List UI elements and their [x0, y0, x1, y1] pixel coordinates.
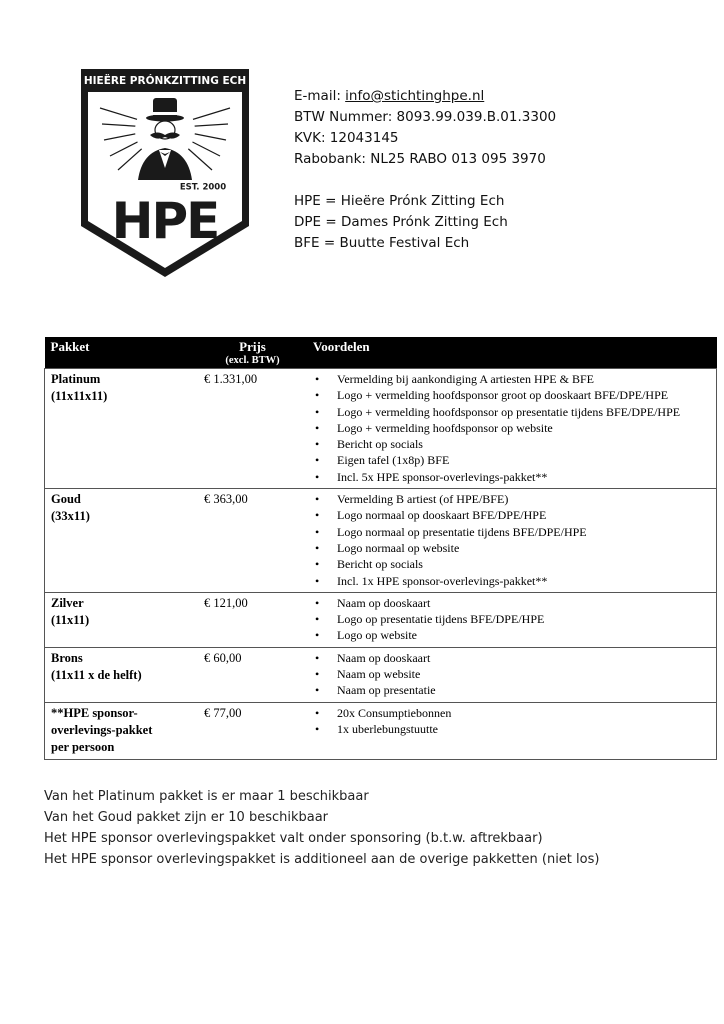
list-item: • Bericht op socials: [313, 436, 710, 452]
package-name: Goud: [51, 492, 81, 507]
package-benefits: [307, 702, 717, 759]
table-row: [45, 489, 717, 593]
list-item: • Vermelding bij aankondiging A artiesten HPE & BFE: [313, 371, 710, 387]
package-sub: (33x11): [51, 509, 90, 524]
list-item: • 1x uberlebungstuutte: [313, 721, 710, 737]
list-item: • Vermelding B artiest (of HPE/BFE): [313, 491, 710, 507]
table-row: [45, 647, 717, 702]
table-row: [45, 702, 717, 759]
package-name: Zilver: [51, 595, 84, 610]
logo-monogram: HPE: [111, 192, 219, 250]
header-benefits: Voordelen: [307, 337, 717, 369]
list-item: • 20x Consumptiebonnen: [313, 705, 710, 721]
btw-number: BTW Nummer: 8093.99.039.B.01.3300: [294, 109, 557, 125]
note-line: Van het Goud pakket zijn er 10 beschikbaar: [44, 810, 329, 825]
note-line: Het HPE sponsor overlevingspakket is additioneel aan de overige pakketten (niet los): [44, 852, 600, 867]
contact-block: [294, 86, 556, 254]
list-item: • Naam op website: [313, 666, 710, 682]
logo-est-text: EST. 2000: [179, 182, 227, 193]
package-benefits: [307, 592, 717, 647]
package-name: **HPE sponsor-: [51, 705, 138, 720]
note-line: Van het Platinum pakket is er maar 1 beschikbaar: [44, 789, 369, 804]
list-item: • Logo + vermelding hoofdsponsor groot op dooskaart BFE/DPE/HPE: [313, 387, 710, 403]
package-price: € 363,00: [198, 489, 307, 593]
header-price-label: Prijs: [239, 339, 266, 354]
list-item: • Logo normaal op website: [313, 540, 710, 556]
abbr-dpe: DPE = Dames Prónk Zitting Ech: [294, 214, 508, 230]
logo-banner-text: HIEËRE PRÓNKZITTING ECH: [83, 75, 247, 87]
package-price: € 60,00: [198, 647, 307, 702]
list-item: • Logo + vermelding hoofdsponsor op presentatie tijdens BFE/DPE/HPE: [313, 404, 710, 420]
header-price: [198, 337, 307, 369]
table-header-row: [45, 337, 717, 369]
package-benefits: [307, 369, 717, 489]
package-sub: (11x11): [51, 612, 90, 627]
list-item: • Naam op dooskaart: [313, 595, 710, 611]
package-name: Brons: [51, 650, 83, 665]
package-benefits: [307, 489, 717, 593]
package-name-cell: [45, 702, 199, 759]
note-line: Het HPE sponsor overlevingspakket valt onder sponsoring (b.t.w. aftrekbaar): [44, 831, 543, 846]
package-name-cell: [45, 489, 199, 593]
package-name-cell: [45, 647, 199, 702]
packages-table: [44, 337, 717, 760]
email-link[interactable]: info@stichtinghpe.nl: [345, 88, 485, 104]
package-price: € 77,00: [198, 702, 307, 759]
list-item: • Naam op presentatie: [313, 682, 710, 698]
package-sub: (11x11x11): [51, 389, 108, 403]
header-package: Pakket: [45, 337, 199, 369]
abbr-hpe: HPE = Hieëre Prónk Zitting Ech: [294, 193, 505, 209]
email-line: [294, 86, 556, 107]
package-benefits: [307, 647, 717, 702]
package-price: € 1.331,00: [198, 369, 307, 489]
hpe-logo: [80, 68, 250, 278]
list-item: • Logo + vermelding hoofdsponsor op website: [313, 420, 710, 436]
package-name-cell: [45, 592, 199, 647]
package-sub: (11x11 x de helft): [51, 667, 142, 682]
notes-block: [44, 786, 599, 870]
list-item: • Logo op presentatie tijdens BFE/DPE/HPE: [313, 611, 710, 627]
list-item: • Bericht op socials: [313, 556, 710, 572]
kvk-number: KVK: 12043145: [294, 130, 399, 146]
table-row: [45, 592, 717, 647]
package-price: € 121,00: [198, 592, 307, 647]
package-sub: overlevings-pakket: [51, 722, 153, 737]
bank-account: Rabobank: NL25 RABO 013 095 3970: [294, 151, 546, 167]
table-row: [45, 369, 717, 489]
header-price-sub: (excl. BTW): [225, 355, 280, 366]
list-item: • Logo op website: [313, 627, 710, 643]
list-item: • Logo normaal op dooskaart BFE/DPE/HPE: [313, 507, 710, 523]
package-name: Platinum: [51, 372, 101, 386]
list-item: • Incl. 1x HPE sponsor-overlevings-pakket**: [313, 573, 710, 589]
package-sub-2: per persoon: [51, 739, 115, 754]
list-item: • Logo normaal op presentatie tijdens BFE/DPE/HPE: [313, 524, 710, 540]
list-item: • Incl. 5x HPE sponsor-overlevings-pakket**: [313, 469, 710, 485]
abbr-bfe: BFE = Buutte Festival Ech: [294, 235, 470, 251]
package-name-cell: [45, 369, 199, 489]
list-item: • Naam op dooskaart: [313, 650, 710, 666]
email-label: E-mail:: [294, 88, 346, 104]
list-item: • Eigen tafel (1x8p) BFE: [313, 452, 710, 468]
